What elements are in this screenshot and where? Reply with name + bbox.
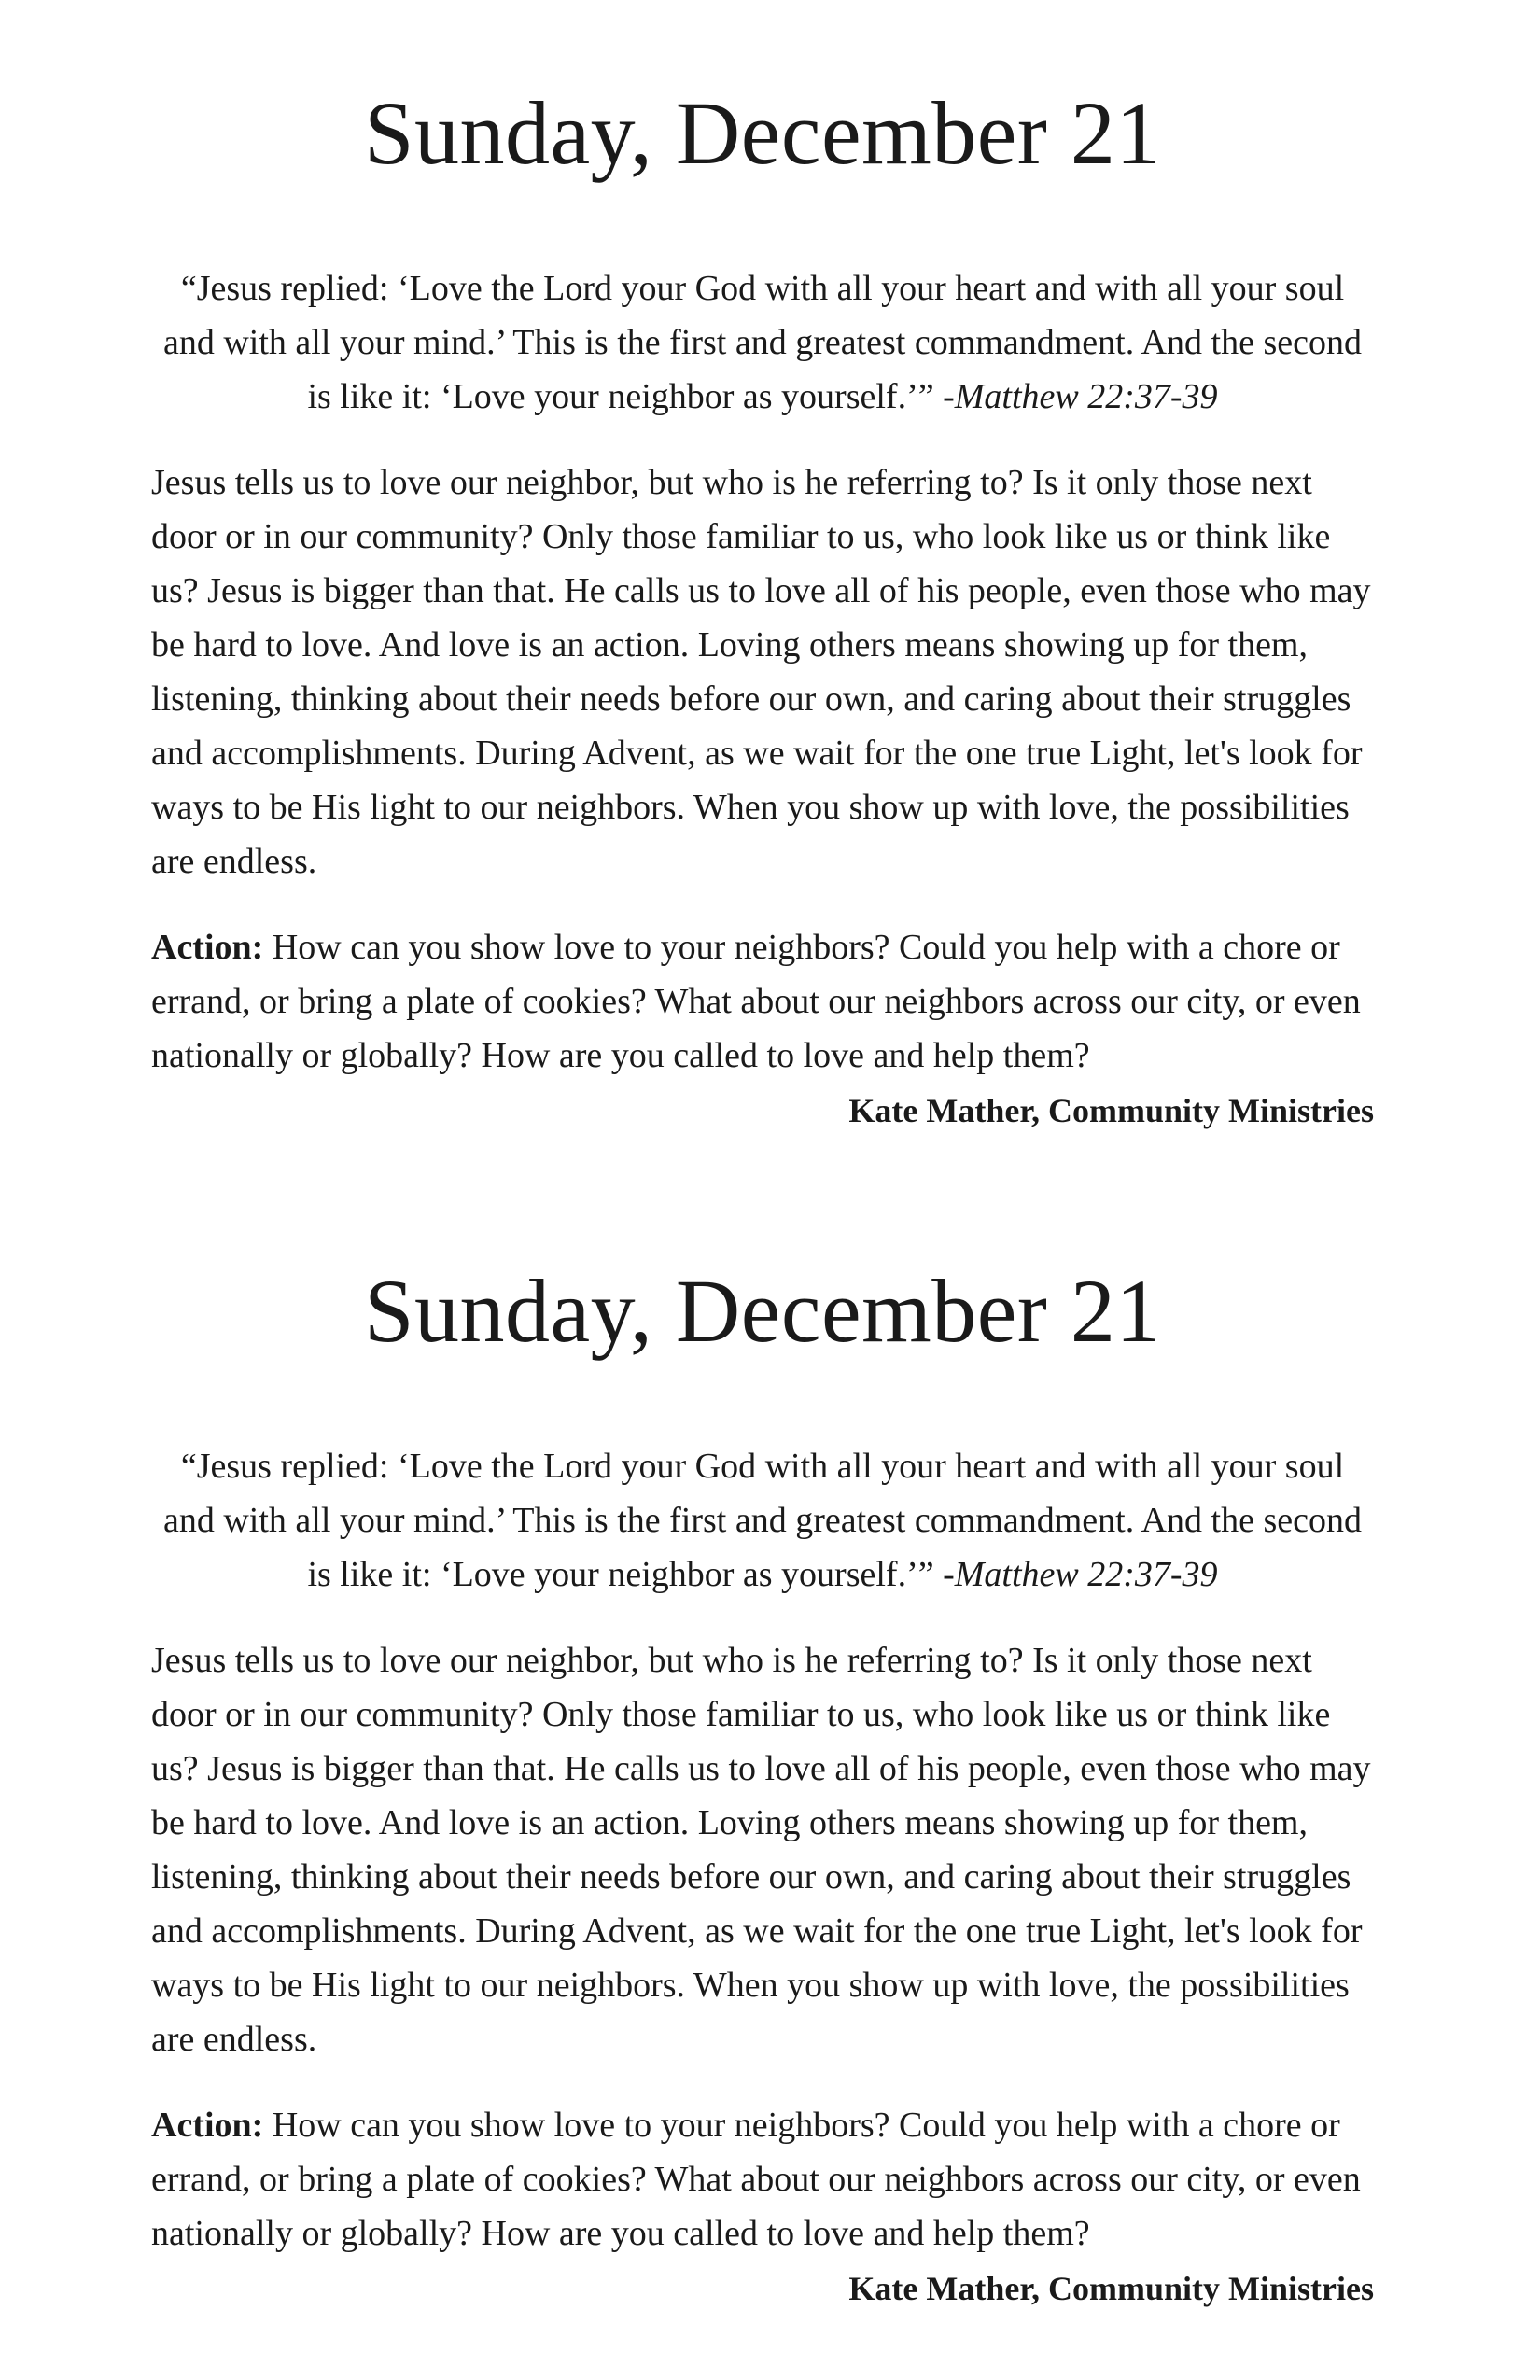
action-paragraph xyxy=(151,2098,1374,2261)
scripture-citation: -Matthew 22:37-39 xyxy=(943,377,1218,416)
entry-title: Sunday, December 21 xyxy=(364,1261,1161,1361)
author-signature: Kate Mather, Community Ministries xyxy=(848,1092,1374,1129)
scripture-quote xyxy=(151,1439,1374,1602)
action-text: How can you show love to your neighbors? Could you help with a chore or errand, or bring a plate of cookies? What about our neighbors across our city, or even nationally or globally? How are you called to love and help them? xyxy=(151,2106,1361,2253)
scripture-text: “Jesus replied: ‘Love the Lord your God with all your heart and with all your soul and with all your mind.’ This is the first and greatest commandment. And the second is like it: ‘Love your neighbor as yourself.’” xyxy=(162,269,1362,416)
devotional-entry xyxy=(151,83,1374,1139)
devotional-entry xyxy=(151,1261,1374,2317)
scripture-quote xyxy=(151,261,1374,424)
action-paragraph xyxy=(151,920,1374,1083)
scripture-text: “Jesus replied: ‘Love the Lord your God with all your heart and with all your soul and with all your mind.’ This is the first and greatest commandment. And the second is like it: ‘Love your neighbor as yourself.’” xyxy=(162,1447,1362,1594)
entry-title: Sunday, December 21 xyxy=(364,83,1161,183)
scripture-citation: -Matthew 22:37-39 xyxy=(943,1555,1218,1594)
action-text: How can you show love to your neighbors? Could you help with a chore or errand, or bring a plate of cookies? What about our neighbors across our city, or even nationally or globally? How are you called to love and help them? xyxy=(151,928,1361,1075)
action-label: Action: xyxy=(151,2106,264,2145)
reflection-paragraph: Jesus tells us to love our neighbor, but who is he referring to? Is it only those next door or in our community? Only those familiar to us, who look like us or think like us? Jesus is bigger than that. He calls us to love all of his people, even those who may be hard to love. And love is an action. Loving others means showing up for them, listening, thinking about their needs before our own, and caring about their struggles and accomplishments. During Advent, as we wait for the one true Light, let's look for ways to be His light to our neighbors. When you show up with love, the possibilities are endless. xyxy=(151,463,1371,881)
action-label: Action: xyxy=(151,928,264,967)
reflection-paragraph: Jesus tells us to love our neighbor, but who is he referring to? Is it only those next door or in our community? Only those familiar to us, who look like us or think like us? Jesus is bigger than that. He calls us to love all of his people, even those who may be hard to love. And love is an action. Loving others means showing up for them, listening, thinking about their needs before our own, and caring about their struggles and accomplishments. During Advent, as we wait for the one true Light, let's look for ways to be His light to our neighbors. When you show up with love, the possibilities are endless. xyxy=(151,1641,1371,2059)
author-signature: Kate Mather, Community Ministries xyxy=(848,2270,1374,2307)
